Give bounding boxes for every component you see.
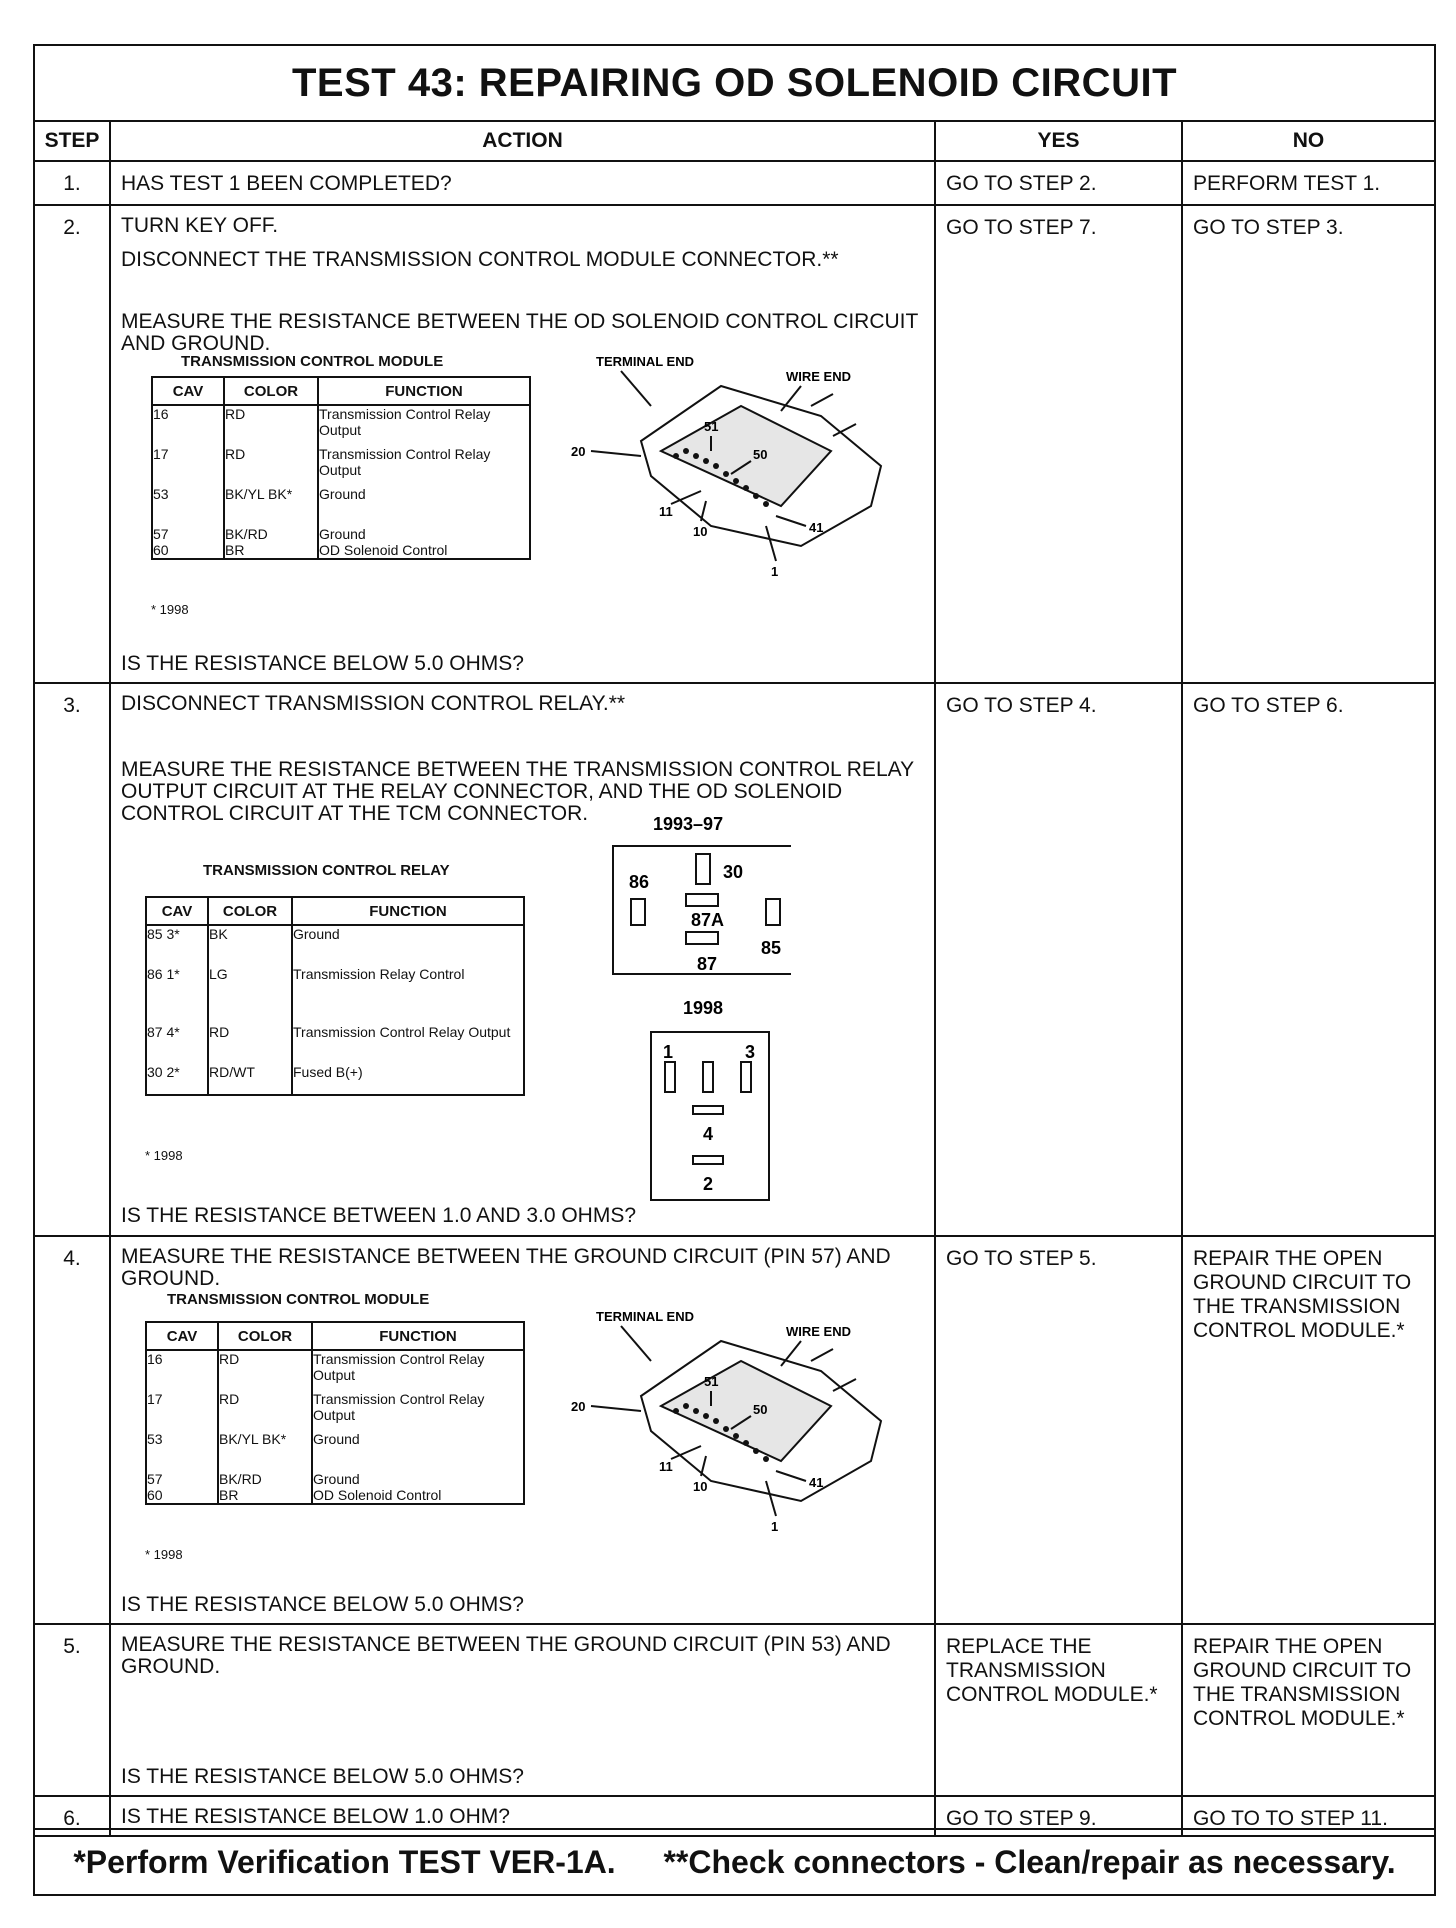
relay-pin-label: 1 [663, 1042, 674, 1062]
year-note: * 1998 [151, 602, 189, 617]
yes-cell: GO TO STEP 5. [935, 1236, 1182, 1624]
col-function: FUNCTION [318, 377, 530, 405]
no-cell: GO TO STEP 6. [1182, 683, 1434, 1236]
pin-label: 10 [693, 524, 708, 539]
color-value: BK [209, 926, 228, 942]
action-line: IS THE RESISTANCE BELOW 5.0 OHMS? [121, 652, 524, 675]
function-value: Ground [313, 1471, 360, 1487]
header-step: STEP [35, 122, 110, 161]
action-line: DISCONNECT THE TRANSMISSION CONTROL MODULE CONNECTOR.** [121, 248, 839, 271]
action-line: MEASURE THE RESISTANCE BETWEEN THE GROUND CIRCUIT (PIN 53) AND [121, 1633, 891, 1656]
pin-label: 41 [809, 520, 824, 535]
no-cell: GO TO STEP 3. [1182, 205, 1434, 683]
action-line: MEASURE THE RESISTANCE BETWEEN THE OD SOLENOID CONTROL CIRCUIT [121, 310, 919, 333]
test-document [33, 44, 1436, 1896]
color-value: RD [225, 406, 246, 422]
color-value: RD [219, 1351, 240, 1367]
cav-value: 53 [147, 1431, 163, 1447]
cav-value: 87 4* [147, 1024, 180, 1040]
col-function: FUNCTION [312, 1322, 524, 1350]
relay-pin-label: 30 [723, 862, 744, 882]
year-note: * 1998 [145, 1547, 183, 1562]
no-cell: GO TO TO STEP 11. [1182, 1796, 1434, 1836]
steps-table [35, 122, 1434, 1837]
tcm-cavity-table [151, 376, 531, 560]
function-value: Transmission Control Relay Output [313, 1391, 485, 1424]
tcm-connector-diagram [571, 356, 891, 596]
yes-cell: GO TO STEP 4. [935, 683, 1182, 1236]
relay-pinout-diagrams [611, 814, 791, 1229]
color-value: LG [209, 966, 228, 982]
color-value: BK/YL BK* [219, 1431, 287, 1447]
tcm-table-caption: TRANSMISSION CONTROL MODULE [181, 353, 444, 370]
color-value: BK/YL BK* [225, 486, 293, 502]
pin-label: 20 [571, 1399, 586, 1414]
relay-pin-label: 3 [745, 1042, 756, 1062]
cav-value: 60 [147, 1487, 163, 1504]
pin-label: 1 [771, 564, 779, 579]
cav-value: 60 [153, 542, 169, 559]
action-line: MEASURE THE RESISTANCE BETWEEN THE TRANSMISSION CONTROL RELAY [121, 758, 915, 781]
cav-value: 57 [153, 526, 169, 542]
step-number: 3. [35, 683, 110, 1236]
footer-notes [35, 1828, 1434, 1894]
header-row [35, 122, 1434, 161]
page-title: TEST 43: REPAIRING OD SOLENOID CIRCUIT [35, 46, 1434, 122]
color-value: BR [225, 542, 245, 559]
yes-cell: REPLACE THE TRANSMISSION CONTROL MODULE.* [935, 1624, 1182, 1796]
function-value: Ground [313, 1431, 360, 1447]
col-cav: CAV [152, 377, 224, 405]
no-cell: REPAIR THE OPEN GROUND CIRCUIT TO THE TRANSMISSION CONTROL MODULE.* [1182, 1236, 1434, 1624]
cav-value: 86 1* [147, 966, 180, 982]
pin-label: 11 [659, 1459, 673, 1474]
terminal-end-label: TERMINAL END [596, 356, 694, 369]
pin-label: 41 [809, 1475, 824, 1490]
header-action: ACTION [110, 122, 935, 161]
tcm-table-caption: TRANSMISSION CONTROL MODULE [167, 1291, 430, 1308]
terminal-end-label: TERMINAL END [596, 1311, 694, 1324]
pin-label: 11 [659, 504, 673, 519]
action-line: TURN KEY OFF. [121, 214, 279, 237]
cav-value: 16 [147, 1351, 163, 1367]
header-no: NO [1182, 122, 1434, 161]
action-line: CONTROL CIRCUIT AT THE TCM CONNECTOR. [121, 802, 589, 825]
relay-pin-label: 4 [703, 1124, 714, 1144]
color-value: RD [225, 446, 246, 462]
relay-table-caption: TRANSMISSION CONTROL RELAY [203, 862, 450, 879]
col-cav: CAV [146, 897, 208, 925]
function-value: Ground [319, 526, 366, 542]
year-note: * 1998 [145, 1148, 183, 1163]
function-value: Ground [293, 926, 340, 942]
step-number: 5. [35, 1624, 110, 1796]
relay-pin-label: 87 [697, 954, 718, 974]
function-value: Transmission Control Relay Output [293, 1024, 511, 1040]
action-line: OUTPUT CIRCUIT AT THE RELAY CONNECTOR, AND THE OD SOLENOID [121, 780, 843, 803]
col-color: COLOR [224, 377, 318, 405]
pin-label: 50 [753, 447, 768, 462]
function-value: Transmission Control Relay Output [319, 446, 491, 479]
color-value: RD/WT [209, 1064, 255, 1080]
col-function: FUNCTION [292, 897, 524, 925]
cav-value: 17 [153, 446, 169, 462]
yes-cell: GO TO STEP 2. [935, 161, 1182, 205]
step-action [110, 205, 935, 683]
no-cell: REPAIR THE OPEN GROUND CIRCUIT TO THE TRANSMISSION CONTROL MODULE.* [1182, 1624, 1434, 1796]
function-value: OD Solenoid Control [313, 1487, 442, 1504]
color-value: RD [219, 1391, 240, 1407]
wire-end-label: WIRE END [786, 1324, 851, 1339]
table-row [35, 161, 1434, 205]
cav-value: 17 [147, 1391, 163, 1407]
step-number: 6. [35, 1796, 110, 1836]
cav-value: 53 [153, 486, 169, 502]
cav-value: 16 [153, 406, 169, 422]
color-value: BK/RD [225, 526, 268, 542]
function-value: Transmission Control Relay Output [313, 1351, 485, 1384]
pin-label: 1 [771, 1519, 779, 1534]
relay-pin-label: 2 [703, 1174, 714, 1194]
relay-pin-label: 85 [761, 938, 782, 958]
relay-pin-label: 87A [691, 910, 725, 930]
step-action [110, 1624, 935, 1796]
color-value: RD [209, 1024, 230, 1040]
cav-value: 85 3* [147, 926, 180, 942]
step-number: 4. [35, 1236, 110, 1624]
function-value: Transmission Control Relay Output [319, 406, 491, 439]
relay-1998-label: 1998 [683, 998, 724, 1018]
action-line: IS THE RESISTANCE BELOW 1.0 OHM? [121, 1805, 510, 1828]
action-line: AND GROUND. [121, 332, 271, 355]
col-color: COLOR [208, 897, 292, 925]
function-value: Transmission Relay Control [293, 966, 465, 982]
color-value: BR [219, 1487, 239, 1504]
action-line: HAS TEST 1 BEEN COMPLETED? [121, 172, 452, 195]
relay-pin-label: 86 [629, 872, 650, 892]
function-value: OD Solenoid Control [319, 542, 448, 559]
col-color: COLOR [218, 1322, 312, 1350]
cav-value: 57 [147, 1471, 163, 1487]
action-line: GROUND. [121, 1655, 221, 1678]
action-line: GROUND. [121, 1267, 221, 1290]
yes-cell: GO TO STEP 7. [935, 205, 1182, 683]
color-value: BK/RD [219, 1471, 262, 1487]
table-row [35, 205, 1434, 683]
step-number: 2. [35, 205, 110, 683]
pin-label: 10 [693, 1479, 708, 1494]
action-line: IS THE RESISTANCE BELOW 5.0 OHMS? [121, 1765, 524, 1788]
tcm-connector-diagram [571, 1311, 891, 1551]
table-row [35, 1236, 1434, 1624]
action-line: MEASURE THE RESISTANCE BETWEEN THE GROUND CIRCUIT (PIN 57) AND [121, 1245, 891, 1268]
header-yes: YES [935, 122, 1182, 161]
step-action [110, 683, 935, 1236]
step-action [110, 1236, 935, 1624]
pin-label: 51 [704, 1374, 719, 1389]
relay-cavity-table [145, 896, 525, 1096]
step-number: 1. [35, 161, 110, 205]
table-row [35, 683, 1434, 1236]
footer-connector-note: **Check connectors - Clean/repair as necessary. [663, 1844, 1396, 1880]
function-value: Ground [319, 486, 366, 502]
action-line: IS THE RESISTANCE BETWEEN 1.0 AND 3.0 OHMS? [121, 1204, 637, 1227]
table-row [35, 1624, 1434, 1796]
footer-verification-note: *Perform Verification TEST VER-1A. [73, 1844, 616, 1880]
wire-end-label: WIRE END [786, 369, 851, 384]
pin-label: 20 [571, 444, 586, 459]
function-value: Fused B(+) [293, 1064, 363, 1080]
col-cav: CAV [146, 1322, 218, 1350]
tcm-cavity-table [145, 1321, 525, 1505]
step-action [110, 161, 935, 205]
no-cell: PERFORM TEST 1. [1182, 161, 1434, 205]
relay-1993-97-label: 1993–97 [653, 814, 724, 834]
action-line: IS THE RESISTANCE BELOW 5.0 OHMS? [121, 1593, 524, 1616]
yes-cell: GO TO STEP 9. [935, 1796, 1182, 1836]
action-line: DISCONNECT TRANSMISSION CONTROL RELAY.** [121, 692, 626, 715]
cav-value: 30 2* [147, 1064, 180, 1080]
pin-label: 51 [704, 419, 719, 434]
pin-label: 50 [753, 1402, 768, 1417]
